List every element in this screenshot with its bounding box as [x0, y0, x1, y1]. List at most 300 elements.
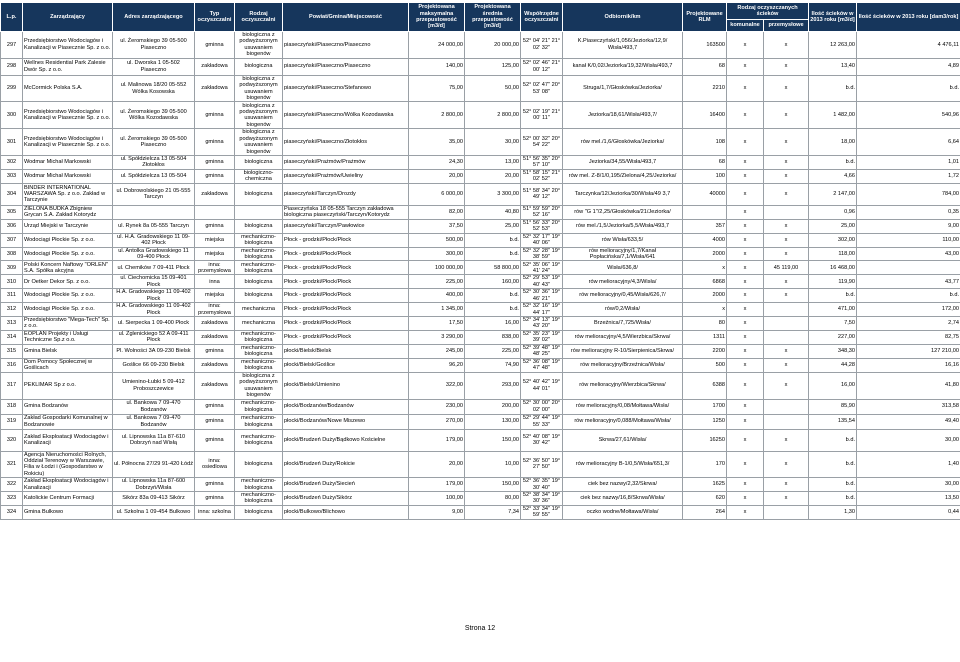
table-row: [1, 205, 960, 219]
table-cell: 13,00: [465, 156, 521, 170]
table-cell: ZIELONA BUDKA Zbigniew Grycan S.A. Zakład Kotorydz: [23, 205, 113, 219]
table-cell: 52° 29' 53'' 19° 40' 43'': [521, 275, 563, 289]
table-cell: ul. Bankowa 7 09-470 Bodzanów: [113, 414, 195, 429]
table-cell: 316: [1, 358, 23, 372]
table-cell: 58 800,00: [465, 261, 521, 275]
header-lp: L.p.: [1, 3, 23, 32]
table-cell: 1,40: [857, 451, 960, 478]
table-cell: rów melioracyjny B-1/0,5/Wisła/651,3/: [563, 451, 683, 478]
table-cell: 52° 04' 21'' 21° 02' 32'': [521, 32, 563, 59]
table-cell: x: [727, 247, 764, 261]
table-cell: x: [727, 414, 764, 429]
header-komunalne: komunalne: [727, 20, 764, 32]
table-cell: Dr Oetker Dekor Sp. z o.o.: [23, 275, 113, 289]
table-cell: 40,80: [465, 205, 521, 219]
table-cell: piaseczyński/Piaseczno/Złotokłos: [283, 129, 409, 156]
table-cell: 4 476,11: [857, 32, 960, 59]
table-cell: 319: [1, 414, 23, 429]
table-body: [1, 32, 960, 520]
table-cell: płocki/Bodzanów/Nowe Miszewo: [283, 414, 409, 429]
table-cell: x: [764, 183, 809, 205]
table-cell: 300,00: [409, 247, 465, 261]
table-cell: x: [764, 289, 809, 303]
table-cell: 16,00: [465, 316, 521, 330]
table-cell: x: [727, 183, 764, 205]
table-cell: 108: [683, 129, 727, 156]
table-cell: x: [727, 75, 764, 102]
table-cell: Przedsiębiorstwo Wodociągów i Kanalizacji w Piasecznie Sp. z o.o.: [23, 129, 113, 156]
table-cell: 1 482,00: [809, 102, 857, 129]
table-cell: rów mel./1,5/Jeziorka/5,5/Wisła/493,7: [563, 219, 683, 233]
table-cell: płocki/Bielsk/Bielsk: [283, 344, 409, 358]
table-cell: b.d.: [809, 478, 857, 492]
table-cell: rów mel. Z-8/1/0,195/Zielona/4,25/Jeziorka/: [563, 169, 683, 183]
table-cell: b.d.: [809, 156, 857, 170]
table-cell: 227,00: [809, 330, 857, 344]
table-cell: ul. H.A. Gradowskiego 11 09-402 Płock: [113, 233, 195, 247]
table-cell: 163500: [683, 32, 727, 59]
table-cell: 838,00: [465, 330, 521, 344]
table-cell: [764, 505, 809, 519]
table-cell: biologiczna: [235, 275, 283, 289]
table-cell: 20,00: [465, 169, 521, 183]
table-cell: x: [727, 129, 764, 156]
table-cell: x: [683, 303, 727, 317]
table-cell: 51° 56' 35'' 20° 57' 10'': [521, 156, 563, 170]
table-cell: ul. Antolka Gradowskiego 11 09-400 Płock: [113, 247, 195, 261]
table-cell: b.d.: [465, 247, 521, 261]
table-row: [1, 330, 960, 344]
table-cell: 80: [683, 316, 727, 330]
table-cell: x: [727, 344, 764, 358]
table-cell: 170: [683, 451, 727, 478]
table-cell: 310: [1, 275, 23, 289]
table-cell: x: [727, 303, 764, 317]
table-cell: ul. Malinowa 18/20 05-552 Wólka Kosowska: [113, 75, 195, 102]
table-cell: 52° 36' 08'' 19° 47' 48'': [521, 358, 563, 372]
table-cell: x: [764, 233, 809, 247]
table-cell: x: [727, 478, 764, 492]
table-cell: rów melioracyjny/0,088/Mołtawa/Wisła/: [563, 414, 683, 429]
table-cell: 50,00: [465, 75, 521, 102]
table-cell: mechaniczno-biologiczna: [235, 261, 283, 275]
table-cell: miejska: [195, 247, 235, 261]
table-cell: Płock - grodzki/Płock/Płock: [283, 330, 409, 344]
table-cell: Polski Koncern Naftowy "ORLEN" S.A. Spółka akcyjna: [23, 261, 113, 275]
table-cell: x: [727, 156, 764, 170]
table-cell: x: [727, 505, 764, 519]
table-cell: biologiczno-chemiczna: [235, 169, 283, 183]
table-cell: 3 290,00: [409, 330, 465, 344]
table-cell: 37,50: [409, 219, 465, 233]
table-cell: biologiczna z podwyższonym usuwaniem biogenów: [235, 129, 283, 156]
table-cell: 35,00: [409, 129, 465, 156]
table-cell: piaseczyński/Piaseczno/Piaseczno: [283, 32, 409, 59]
table-cell: 348,30: [809, 344, 857, 358]
table-cell: 52° 32' 17'' 19° 40' 06'': [521, 233, 563, 247]
table-cell: 52° 40' 08'' 19° 30' 42'': [521, 429, 563, 451]
table-cell: [764, 316, 809, 330]
header-przemyslowe: przemysłowe: [764, 20, 809, 32]
table-cell: x: [764, 247, 809, 261]
table-cell: Wodociągi Płockie Sp. z o.o.: [23, 303, 113, 317]
table-cell: mechaniczno-biologiczna: [235, 233, 283, 247]
table-cell: b.d.: [809, 492, 857, 506]
table-cell: 6868: [683, 275, 727, 289]
table-cell: 322,00: [409, 372, 465, 399]
table-cell: 302: [1, 156, 23, 170]
table-cell: mechaniczno-biologiczna: [235, 429, 283, 451]
table-cell: 299: [1, 75, 23, 102]
table-cell: inna: [195, 275, 235, 289]
table-cell: 0,96: [809, 205, 857, 219]
table-cell: 52° 35' 06'' 19° 41' 24'': [521, 261, 563, 275]
table-cell: b.d.: [465, 303, 521, 317]
table-cell: Jeziorka/18,61/Wisła/493,7/: [563, 102, 683, 129]
wastewater-table: [0, 2, 960, 520]
table-cell: 150,00: [465, 429, 521, 451]
table-row: [1, 233, 960, 247]
table-cell: mechaniczno-biologiczna: [235, 478, 283, 492]
table-cell: 303: [1, 169, 23, 183]
table-cell: 230,00: [409, 399, 465, 414]
table-cell: 308: [1, 247, 23, 261]
table-cell: 127 210,00: [857, 344, 960, 358]
table-cell: ul. Lipnowska 11a 87-610 Dobrzyń nad Wisłą: [113, 429, 195, 451]
table-cell: 0,35: [857, 205, 960, 219]
table-cell: 313: [1, 316, 23, 330]
header-proj-max: Projektowana maksymalna przepustowość [m3/d]: [409, 3, 465, 32]
table-cell: Sikórz 83a 09-413 Sikórz: [113, 492, 195, 506]
table-cell: 51° 58' 15'' 21° 02' 52'': [521, 169, 563, 183]
table-cell: gminna: [195, 169, 235, 183]
table-cell: 300: [1, 102, 23, 129]
table-cell: 322: [1, 478, 23, 492]
page-number: Strona 12: [464, 625, 496, 632]
header-typ: Typ oczyszczalni: [195, 3, 235, 32]
table-cell: Katolickie Centrum Formacji: [23, 492, 113, 506]
header-rlm: Projektowane RLM: [683, 3, 727, 32]
table-cell: ul. Żeromskiego 39 05-500 Wólka Kozodawska: [113, 102, 195, 129]
table-cell: mechaniczno-biologiczna: [235, 358, 283, 372]
table-cell: ul. Szkolna 1 09-454 Bulkowo: [113, 505, 195, 519]
table-cell: 30,00: [465, 129, 521, 156]
table-cell: miejska: [195, 289, 235, 303]
table-cell: x: [764, 275, 809, 289]
table-cell: 85,90: [809, 399, 857, 414]
table-cell: 125,00: [465, 58, 521, 75]
table-cell: 6388: [683, 372, 727, 399]
table-cell: 317: [1, 372, 23, 399]
table-cell: biologiczna: [235, 289, 283, 303]
table-cell: 12 263,00: [809, 32, 857, 59]
table-cell: Przedsiębiorstwo Wodociągów i Kanalizacji w Piasecznie Sp. z o.o.: [23, 102, 113, 129]
table-cell: 4,66: [809, 169, 857, 183]
table-cell: ul. Ciechomicka 15 09-401 Płock: [113, 275, 195, 289]
table-cell: płocki/Bielsk/Goślice: [283, 358, 409, 372]
table-cell: piaseczyński/Tarczyn/Drozdy: [283, 183, 409, 205]
table-cell: b.d.: [857, 289, 960, 303]
table-cell: Płock - grodzki/Płock/Płock: [283, 289, 409, 303]
table-cell: 2 800,00: [409, 102, 465, 129]
table-cell: [113, 205, 195, 219]
table-cell: Tarczynka/12/Jeziorka/30/Wisła/49 3,7: [563, 183, 683, 205]
table-cell: gminna: [195, 478, 235, 492]
table-cell: Goślice 66 09-230 Bielsk: [113, 358, 195, 372]
table-cell: biologiczna z podwyższonym usuwaniem biogenów: [235, 372, 283, 399]
table-cell: 80,00: [465, 492, 521, 506]
table-cell: inna: szkolna: [195, 505, 235, 519]
table-cell: 293,00: [465, 372, 521, 399]
table-cell: 2000: [683, 289, 727, 303]
table-cell: 1625: [683, 478, 727, 492]
table-cell: 52° 35' 23'' 19° 39' 02'': [521, 330, 563, 344]
table-cell: Gmina Bielsk: [23, 344, 113, 358]
table-cell: [764, 330, 809, 344]
table-cell: 2200: [683, 344, 727, 358]
table-cell: 25,00: [809, 219, 857, 233]
table-cell: 52° 32' 16'' 19° 44' 17'': [521, 303, 563, 317]
table-cell: Dom Pomocy Społecznej w Goślicach: [23, 358, 113, 372]
table-cell: 52° 02' 46'' 21° 00' 12'': [521, 58, 563, 75]
table-cell: miejska: [195, 233, 235, 247]
table-cell: 110,00: [857, 233, 960, 247]
table-cell: 13,40: [809, 58, 857, 75]
table-cell: Gmina Bulkowo: [23, 505, 113, 519]
header-ilosc-rok: Ilość ścieków w 2013 roku [dam3/rok]: [857, 3, 960, 32]
table-cell: 3 300,00: [465, 183, 521, 205]
table-row: [1, 429, 960, 451]
table-cell: biologiczna: [235, 505, 283, 519]
table-cell: gminna: [195, 429, 235, 451]
table-cell: x: [727, 261, 764, 275]
table-row: [1, 344, 960, 358]
table-cell: 43,00: [857, 247, 960, 261]
table-cell: Agencja Nieruchomości Rolnych, Oddział Terenowy w Warszawie, Filia w Łodzi i (Gospodarstwo w Rokiciu): [23, 451, 113, 478]
table-cell: Struga/1,7/Głoskówka/Jeziorka/: [563, 75, 683, 102]
table-cell: 6,64: [857, 129, 960, 156]
table-cell: płocki/Bulkowo/Blichowo: [283, 505, 409, 519]
table-cell: x: [764, 358, 809, 372]
table-cell: x: [727, 102, 764, 129]
table-cell: x: [764, 102, 809, 129]
table-cell: 16,00: [809, 372, 857, 399]
table-cell: Wodociągi Płockie Sp. z o.o.: [23, 247, 113, 261]
table-cell: 471,00: [809, 303, 857, 317]
table-cell: 2 147,00: [809, 183, 857, 205]
table-cell: rów melioracyjny/Brzeźnica/Wisła/: [563, 358, 683, 372]
table-cell: rów melioracyjny/Wierzbica/Skrwa/: [563, 372, 683, 399]
table-cell: 1,30: [809, 505, 857, 519]
table-cell: 1250: [683, 414, 727, 429]
table-cell: 43,77: [857, 275, 960, 289]
table-cell: x: [764, 492, 809, 506]
table-cell: 320: [1, 429, 23, 451]
table-cell: biologiczna z podwyższonym usuwaniem biogenów: [235, 32, 283, 59]
table-cell: Wodociągi Płockie Sp. z o.o.: [23, 233, 113, 247]
table-cell: płocki/Brudzeń Duży/Siecień: [283, 478, 409, 492]
table-cell: 302,00: [809, 233, 857, 247]
table-cell: 540,96: [857, 102, 960, 129]
table-cell: 200,00: [465, 399, 521, 414]
table-cell: 25,00: [465, 219, 521, 233]
table-cell: ul. Rynek 8a 05-555 Tarczyn: [113, 219, 195, 233]
table-cell: 2210: [683, 75, 727, 102]
table-cell: b.d.: [809, 451, 857, 478]
table-cell: 49,40: [857, 414, 960, 429]
table-cell: x: [727, 492, 764, 506]
table-row: [1, 219, 960, 233]
table-cell: 52° 33' 34'' 19° 59' 55'': [521, 505, 563, 519]
table-cell: piaseczyński/Piaseczno/Piaseczno: [283, 58, 409, 75]
table-cell: 52° 29' 44'' 19° 55' 33'': [521, 414, 563, 429]
table-cell: płocki/Bielsk/Umienino: [283, 372, 409, 399]
table-cell: piaseczyński/Piaseczno/Stefanowo: [283, 75, 409, 102]
table-cell: 52° 38' 34'' 19° 30' 36'': [521, 492, 563, 506]
table-cell: 82,75: [857, 330, 960, 344]
table-cell: piaseczyński/Prażmów/Uwieliny: [283, 169, 409, 183]
table-cell: 179,00: [409, 429, 465, 451]
table-row: [1, 478, 960, 492]
table-cell: 17,50: [409, 316, 465, 330]
table-cell: 305: [1, 205, 23, 219]
table-cell: zakładowa: [195, 183, 235, 205]
table-cell: piaseczyński/Tarczyn/Pawłowice: [283, 219, 409, 233]
table-cell: b.d.: [809, 289, 857, 303]
table-cell: płocki/Brudzeń Duży/Bądkowo Kościelne: [283, 429, 409, 451]
table-cell: Umienino-Łubki 5 09-412 Proboszczewice: [113, 372, 195, 399]
table-cell: Przedsiębiorstwo "Mega-Tech" Sp. z o.o.: [23, 316, 113, 330]
table-cell: x: [727, 275, 764, 289]
table-cell: biologiczna z podwyższonym usuwaniem biogenów: [235, 75, 283, 102]
table-cell: 323: [1, 492, 23, 506]
table-cell: 16,16: [857, 358, 960, 372]
table-cell: 52° 40' 42'' 19° 44' 01'': [521, 372, 563, 399]
table-cell: 135,54: [809, 414, 857, 429]
table-cell: b.d.: [465, 289, 521, 303]
table-cell: płocki/Brudzeń Duży/Sikórz: [283, 492, 409, 506]
table-cell: gminna: [195, 219, 235, 233]
table-cell: 297: [1, 32, 23, 59]
table-row: [1, 261, 960, 275]
table-cell: 264: [683, 505, 727, 519]
table-cell: mechaniczno-biologiczna: [235, 344, 283, 358]
table-cell: 68: [683, 156, 727, 170]
table-cell: b.d.: [809, 75, 857, 102]
table-cell: 45 119,00: [764, 261, 809, 275]
table-cell: 1,01: [857, 156, 960, 170]
table-cell: rów melioracyjny/0,45/Wisła/626,7/: [563, 289, 683, 303]
table-row: [1, 289, 960, 303]
table-cell: ul. Dworska 1 05-502 Piaseczno: [113, 58, 195, 75]
table-cell: x: [683, 261, 727, 275]
table-cell: 172,00: [857, 303, 960, 317]
table-cell: Płock - grodzki/Płock/Płock: [283, 316, 409, 330]
table-cell: 784,00: [857, 183, 960, 205]
table-cell: 130,00: [465, 414, 521, 429]
table-cell: x: [727, 58, 764, 75]
table-cell: McCormick Polska S.A.: [23, 75, 113, 102]
table-cell: ul. Spółdzielcza 13 05-504 Złotokłos: [113, 156, 195, 170]
table-cell: 301: [1, 129, 23, 156]
table-cell: biologiczna: [235, 219, 283, 233]
table-cell: 10,00: [465, 451, 521, 478]
table-row: [1, 156, 960, 170]
table-cell: ciek bez nazwy/16,8/Skrwa/Wisła/: [563, 492, 683, 506]
table-cell: 52° 02' 19'' 21° 00' 11'': [521, 102, 563, 129]
table-row: [1, 183, 960, 205]
table-cell: mechaniczna: [235, 303, 283, 317]
table-cell: rów/0,2/Wisła/: [563, 303, 683, 317]
table-cell: rów melioracyjny/4,3/Wisła/: [563, 275, 683, 289]
table-cell: Jeziorka/34,55/Wisła/493,7: [563, 156, 683, 170]
table-cell: 1311: [683, 330, 727, 344]
table-cell: gminna: [195, 399, 235, 414]
table-cell: x: [727, 372, 764, 399]
table-cell: ul. Spółdzielcza 13 05-504: [113, 169, 195, 183]
table-cell: 52° 36' 50'' 19° 27' 50'': [521, 451, 563, 478]
table-cell: 100,00: [409, 492, 465, 506]
table-cell: x: [764, 156, 809, 170]
header-proj-sr: Projektowana średnia przepustowość [m3/d]: [465, 3, 521, 32]
table-cell: 150,00: [465, 478, 521, 492]
table-cell: mechaniczno-biologiczna: [235, 247, 283, 261]
table-cell: x: [764, 58, 809, 75]
table-cell: Przedsiębiorstwo Wodociągów i Kanalizacji w Piasecznie Sp. z o.o.: [23, 32, 113, 59]
table-cell: BINDER INTERNATIONAL WARSZAWA Sp. z o.o. Zakład w Tarczynie: [23, 183, 113, 205]
table-cell: 52° 30' 36'' 19° 46' 21'': [521, 289, 563, 303]
table-cell: b.d.: [465, 233, 521, 247]
table-cell: rów melioracyjny/4,5/Wierzbica/Skrwa/: [563, 330, 683, 344]
table-cell: 270,00: [409, 414, 465, 429]
table-cell: PEKLIMAR Sp z o.o.: [23, 372, 113, 399]
table-cell: rów melioracyjny/0,08/Mołtawa/Wisła/: [563, 399, 683, 414]
table-cell: 500,00: [409, 233, 465, 247]
table-cell: 1,72: [857, 169, 960, 183]
table-cell: 20,00: [409, 451, 465, 478]
table-cell: x: [727, 316, 764, 330]
table-cell: 318: [1, 399, 23, 414]
table-cell: x: [764, 75, 809, 102]
table-cell: [764, 303, 809, 317]
table-cell: 16250: [683, 429, 727, 451]
table-cell: x: [727, 219, 764, 233]
table-cell: ul. Bankowa 7 09-470 Bodzanów: [113, 399, 195, 414]
table-row: [1, 58, 960, 75]
table-cell: 52° 36' 35'' 19° 30' 40'': [521, 478, 563, 492]
header-ilosc-d: Ilość ścieków w 2013 roku [m3/d]: [809, 3, 857, 32]
table-cell: x: [764, 344, 809, 358]
table-cell: Płock - grodzki/Płock/Płock: [283, 275, 409, 289]
table-cell: Pl. Wolności 3A 09-230 Bielsk: [113, 344, 195, 358]
table-cell: Skrwa/27,61/Wisła/: [563, 429, 683, 451]
table-cell: Wodmar Michał Markowski: [23, 169, 113, 183]
table-cell: [683, 205, 727, 219]
table-cell: 52° 00' 32'' 20° 54' 22'': [521, 129, 563, 156]
table-cell: gminna: [195, 344, 235, 358]
table-cell: 52° 30' 00'' 20° 02' 00'': [521, 399, 563, 414]
table-cell: [857, 261, 960, 275]
table-cell: 100: [683, 169, 727, 183]
table-cell: 9,00: [409, 505, 465, 519]
table-cell: Gmina Bodzanów: [23, 399, 113, 414]
header-rodzaj: Rodzaj oczyszczalni: [235, 3, 283, 32]
table-row: [1, 32, 960, 59]
table-cell: rów melioracyjny/1,7/Kanał Popłacińska/7,1/Wisła/641: [563, 247, 683, 261]
table-cell: EOPLAN Projekty i Usługi Techniczne Sp.z o.o.: [23, 330, 113, 344]
table-row: [1, 372, 960, 399]
table-cell: zakładowa: [195, 58, 235, 75]
